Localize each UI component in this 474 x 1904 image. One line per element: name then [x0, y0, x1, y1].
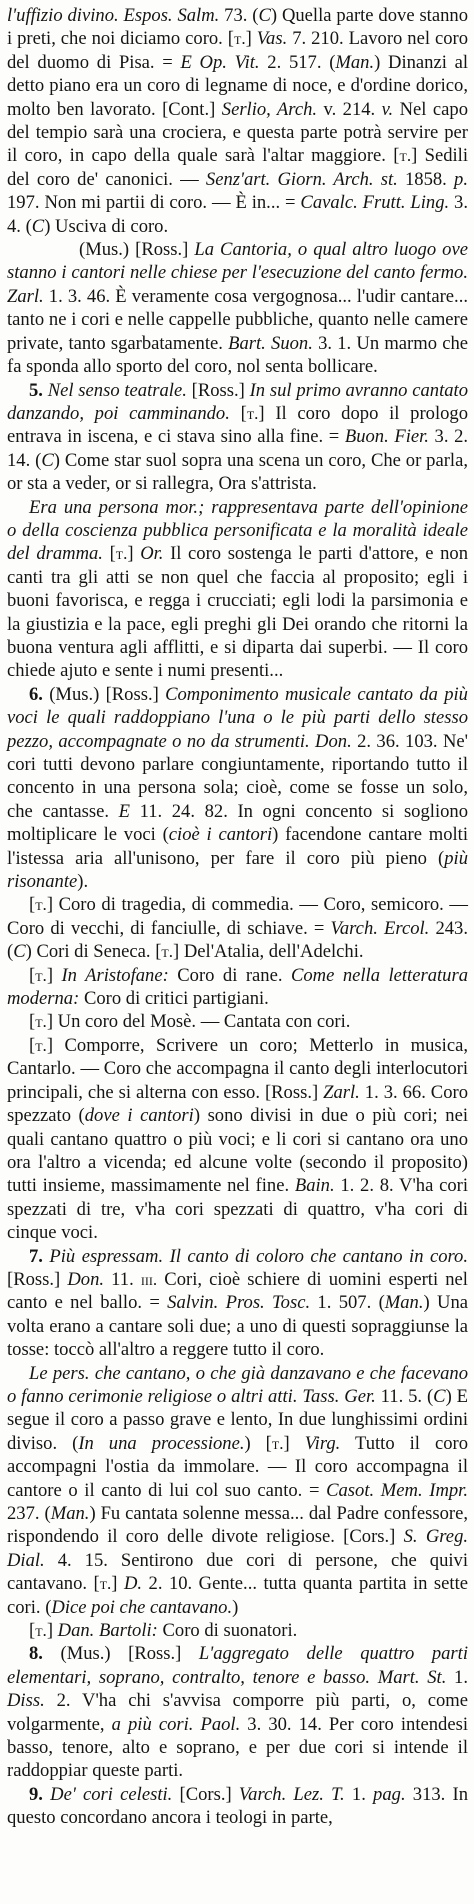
- entry-paragraph: [7, 1642, 468, 1782]
- italic-text: In Aristofane:: [61, 964, 169, 986]
- body-text: 11.: [104, 1268, 141, 1290]
- body-text: 7. 210. Lavoro nel coro del duomo di Pisa. =: [7, 28, 468, 73]
- body-text: ]: [245, 28, 257, 50]
- italic-text: p.: [454, 168, 468, 190]
- italic-text: Bart. Suon.: [228, 332, 313, 354]
- body-text: [: [229, 402, 247, 424]
- italic-text: Varch. Ercol.: [330, 917, 430, 939]
- body-text: 1858.: [397, 168, 455, 190]
- body-text: (Mus.) [Ross.]: [79, 239, 195, 261]
- body-text: 3. 4. (: [7, 192, 468, 237]
- italic-text: Come nella letteratura moderna:: [7, 964, 469, 1010]
- italic-text: Nel senso teatrale.: [47, 379, 187, 401]
- body-text: ] Sedili del coro de' canonici. —: [7, 145, 469, 190]
- italic-text: In sul primo avranno cantato danzando, poi camminando.: [7, 379, 469, 424]
- body-text: ) Come star suol sopra una scena un coro, Che or parla, or sta a veder, or si rallegra, Ora s'attrista.: [7, 449, 468, 495]
- entry-paragraph: [7, 1034, 468, 1245]
- body-text: Cori, cioè schiere di uomini esperti nel canto e nel ballo. =: [7, 1268, 468, 1314]
- italic-text: cioè i cantori: [168, 824, 273, 846]
- body-text: ] Un coro del Mosè. — Cantata con cori.: [46, 1011, 351, 1033]
- body-text: 11. 24. 82. In ogni concento si sogliono moltiplicare le voci (: [7, 800, 468, 846]
- body-text: 2. 10. Gente... tutta quanta partita in sette cori. (: [7, 1573, 469, 1618]
- sense-number: 7.: [29, 1245, 50, 1267]
- body-text: ]: [127, 543, 141, 565]
- italic-text: Virg.: [304, 1432, 341, 1454]
- small-caps-text: t.: [35, 895, 47, 915]
- body-text: Coro di rane.: [168, 964, 291, 986]
- body-text: 1. 2. 8. V'ha cori spezzati di tre, v'ha cori spezzati di quattro, v'ha cori di cinque voci.: [7, 1175, 468, 1244]
- small-caps-text: t.: [246, 403, 259, 423]
- body-text: ): [232, 1596, 239, 1618]
- body-text: ) Cori di Seneca. [: [25, 941, 162, 963]
- body-text: (Mus.) [Ross.]: [49, 683, 166, 705]
- body-text: ]: [111, 1573, 124, 1595]
- body-text: ] Il coro dopo il prologo entrava in iscena, e ci stava sino alla fine. =: [7, 402, 468, 448]
- sense-number: 8.: [29, 1643, 61, 1665]
- body-text: ) Una volta erano a cantare soli due; a uno di questi sopraggiunse la tosse: toccò all'altro a reggere tutto il coro.: [7, 1292, 468, 1361]
- body-text: 11. 5. (: [375, 1385, 434, 1407]
- italic-text: Più espressam. Il canto di coloro che cantano in coro.: [49, 1245, 468, 1267]
- dictionary-entry-text: [7, 4, 468, 1830]
- italic-text: pag.: [373, 1783, 406, 1805]
- italic-text: Dice poi che cantavano.: [51, 1596, 233, 1618]
- body-text: ]: [283, 1432, 305, 1454]
- italic-text: Era una persona mor.; rappresentava parte dell'opinione o della coscienza pubblica personificata e la moralità ideale del dramma.: [7, 496, 468, 565]
- body-text: 1. 3. 66. Coro spezzato (: [7, 1081, 468, 1127]
- italic-text: S. Greg. Dial.: [7, 1526, 469, 1571]
- italic-text: La Cantoria, o qual altro luogo ove stanno i cantori nelle chiese per l'esecuzione del canto fermo. Zarl.: [7, 239, 468, 307]
- italic-text: Man.: [335, 51, 375, 73]
- entry-paragraph: [7, 1245, 468, 1362]
- italic-text: D.: [123, 1573, 143, 1595]
- italic-text: l'uffizio divino. Espos. Salm.: [7, 5, 225, 26]
- body-text: 3. 1. Un marmo che fa sponda allo sporto del coro, nol senta bollicare.: [7, 332, 469, 378]
- body-text: 3. 2. 14. (: [7, 426, 469, 471]
- italic-text: Zarl.: [323, 1081, 360, 1103]
- small-caps-text: t.: [99, 1574, 112, 1594]
- italic-text: Don.: [67, 1268, 105, 1290]
- italic-text: Serlio, Arch.: [221, 98, 318, 120]
- body-text: 197. Non mi partii di coro. — È in... =: [7, 192, 301, 214]
- small-caps-text: t.: [115, 544, 128, 564]
- body-text: ] Del'Atalia, dell'Adelchi.: [173, 941, 364, 963]
- small-caps-text: t.: [399, 146, 412, 166]
- body-text: 3. 30. 14. Per coro intendesi basso, tenore, alto e soprano, e per due cori si intende il raddoppiar queste parti.: [7, 1713, 468, 1782]
- small-caps-text: t.: [35, 1621, 47, 1641]
- italic-text: C: [258, 5, 271, 26]
- body-text: 73. (: [224, 5, 259, 26]
- body-text: 313. In questo concordano ancora i teologi in parte,: [7, 1783, 469, 1829]
- italic-text: Senz'art. Giorn. Arch. st.: [205, 168, 398, 190]
- italic-text: Bain.: [294, 1175, 335, 1197]
- body-text: v. 214.: [317, 98, 382, 120]
- italic-text: Salvin. Pros. Tosc.: [167, 1292, 311, 1314]
- entry-paragraph: [7, 1362, 468, 1619]
- body-text: ] Comporre, Scrivere un coro; Metterlo in musica, Cantarlo. — Coro che accompagna il canto degli interlocutori principali, che si alterna con esso. [Ross.]: [7, 1034, 468, 1103]
- entry-paragraph: [7, 1783, 468, 1830]
- entry-paragraph: [7, 683, 468, 894]
- body-text: Tutto il coro accompagni l'ostia da immolare. — Il coro accompagna il cantore o il canto di lui col suo canto. =: [7, 1432, 468, 1501]
- italic-text: Vas.: [256, 28, 288, 50]
- entry-paragraph: [7, 1619, 468, 1642]
- body-text: [Cors.]: [172, 1783, 239, 1805]
- entry-paragraph: [7, 893, 468, 963]
- body-text: 4. 15. Sentirono due cori di persone, che quivi cantavano. [: [7, 1549, 468, 1595]
- entry-paragraph: [7, 4, 468, 238]
- body-text: 1. 3. 46. È veramente cosa vergognosa... l'udir cantare... tanto ne i cori e nelle cappelle pubbliche, quanto nelle camere private, tanto sgarbatamente.: [7, 285, 468, 354]
- italic-text: C: [31, 215, 45, 237]
- italic-text: v.: [381, 98, 394, 120]
- italic-text: Man.: [384, 1292, 424, 1314]
- body-text: [: [29, 1620, 36, 1642]
- italic-text: Cavalc. Frutt. Ling.: [300, 192, 450, 214]
- italic-text: a più cori. Paol.: [111, 1713, 241, 1735]
- italic-text: Componimento musicale cantato da più voci le quali raddoppiano l'una o le più parti dello stesso pezzo, accompagnate o no da strumenti. Don.: [7, 683, 468, 752]
- entry-paragraph: [7, 1010, 468, 1033]
- italic-text: Le pers. che cantano, o che già danzavano e che facevano o fanno cerimonie religiose o altri atti. Tass. Ger.: [7, 1362, 468, 1407]
- sense-number: 9.: [29, 1783, 51, 1805]
- small-caps-text: t.: [161, 942, 174, 962]
- italic-text: In una processione.: [78, 1432, 245, 1454]
- body-text: ) [: [244, 1432, 272, 1454]
- entry-paragraph: [7, 496, 468, 683]
- italic-text: C: [41, 449, 54, 471]
- small-caps-text: iii.: [140, 1269, 158, 1289]
- body-text: 1. 507. (: [310, 1292, 385, 1314]
- body-text: Coro di suonatori.: [157, 1620, 298, 1642]
- body-text: [Ross.]: [186, 379, 250, 401]
- entry-paragraph: [7, 964, 468, 1011]
- italic-text: L'aggregato delle quattro parti elementari, soprano, contralto, tenore e basso. Mart. St.: [7, 1643, 468, 1688]
- body-text: ) sono divisi in due o più cori; nei quali cantano quattro o più voci; e li cori si cantano ora uno ora l'altro a vicenda; ed alcune volte (secondo il proposito) tutti insieme, massimamente nel fine.: [7, 1105, 468, 1197]
- small-caps-text: t.: [234, 29, 246, 49]
- entry-paragraph: [7, 238, 468, 378]
- italic-text: E: [118, 800, 130, 822]
- italic-text: Dan. Bartoli:: [57, 1620, 158, 1642]
- italic-text: De' cori celesti.: [50, 1783, 173, 1805]
- body-text: (Mus.) [Ross.]: [60, 1643, 199, 1665]
- body-text: ) Dinanzi al detto piano era un coro di legname di noce, e d'ordine dorico, molto ben lavorato. [Cont.]: [7, 51, 469, 120]
- body-text: 2. 517. (: [259, 51, 336, 73]
- body-text: 1.: [446, 1666, 468, 1688]
- body-text: ]: [46, 1620, 58, 1642]
- body-text: [: [29, 1034, 36, 1056]
- body-text: 1.: [344, 1783, 374, 1805]
- italic-text: C: [433, 1385, 446, 1407]
- sense-number: 6.: [29, 683, 50, 705]
- body-text: [Ross.]: [7, 1268, 68, 1290]
- body-text: ) facendone cantare molti l'istessa aria all'unisono, per fare il coro più pieno (: [7, 824, 468, 869]
- italic-text: Or.: [140, 543, 164, 565]
- italic-text: Diss.: [7, 1690, 45, 1712]
- italic-text: più risonante: [7, 847, 468, 893]
- body-text: Coro di critici partigiani.: [79, 988, 269, 1010]
- body-text: ]: [46, 964, 62, 986]
- body-text: 237. (: [7, 1503, 51, 1524]
- body-text: ) E segue il coro a passo grave e lento, In due lunghissimi ordini diviso. (: [7, 1385, 468, 1454]
- body-text: ] Coro di tragedia, di commedia. — Coro, semicoro. — Coro di vecchi, di fanciulle, di schiave. =: [7, 894, 468, 939]
- small-caps-text: t.: [35, 1035, 47, 1055]
- italic-text: Casot. Mem. Impr.: [326, 1479, 468, 1501]
- italic-text: E Op. Vit.: [180, 51, 260, 73]
- body-text: 243. (: [7, 917, 469, 963]
- body-text: [: [29, 894, 36, 916]
- italic-text: Man.: [50, 1503, 90, 1524]
- body-text: ) Usciva di coro.: [44, 215, 169, 237]
- body-text: ) Fu cantata solenne messa... dal Padre confessore, rispondendo il coro delle divote religiose. [Cors.]: [7, 1503, 468, 1548]
- body-text: ).: [77, 871, 89, 893]
- entry-paragraph: [7, 379, 468, 496]
- body-text: ) Quella parte dove stanno i preti, che noi diciamo coro. [: [7, 5, 468, 50]
- body-text: [: [29, 964, 36, 986]
- italic-text: Varch. Lez. T.: [238, 1783, 345, 1805]
- body-text: 2. 36. 103. Ne' cori tutti devono parlare congiuntamente, riportando tutto il concento in una persona sola; cioè, come se fosse un solo, che cantasse.: [7, 730, 468, 822]
- italic-text: Buon. Fier.: [344, 426, 429, 448]
- body-text: [: [29, 1011, 36, 1033]
- body-text: Nel capo del tempio sarà una crociera, e questa parte potrà servire per il coro, in capo della quale sarà l'altar maggiore. [: [7, 98, 468, 167]
- italic-text: dove i cantori: [84, 1105, 194, 1127]
- small-caps-text: t.: [35, 1012, 47, 1032]
- small-caps-text: t.: [271, 1433, 284, 1453]
- body-text: [: [102, 543, 116, 565]
- body-text: Il coro sostenga le parti d'attore, e non canti tra gli atti se non quel che faccia al proposito; egli i buoni favorisca, e regga i crucciati; egli lodi la parsimonia e la giustizia e la pace, egli preghi gli Dei orando che ritorni la buona ventura agli afflitti, e si diparta dai superbi. — Il coro chiede ajuto e sente i numi presenti...: [7, 543, 469, 682]
- body-text: 2. V'ha chi s'avvisa comporre più parti, o, come volgarmente,: [7, 1690, 468, 1735]
- sense-number: 5.: [29, 379, 48, 401]
- small-caps-text: t.: [35, 965, 47, 985]
- italic-text: C: [13, 941, 26, 963]
